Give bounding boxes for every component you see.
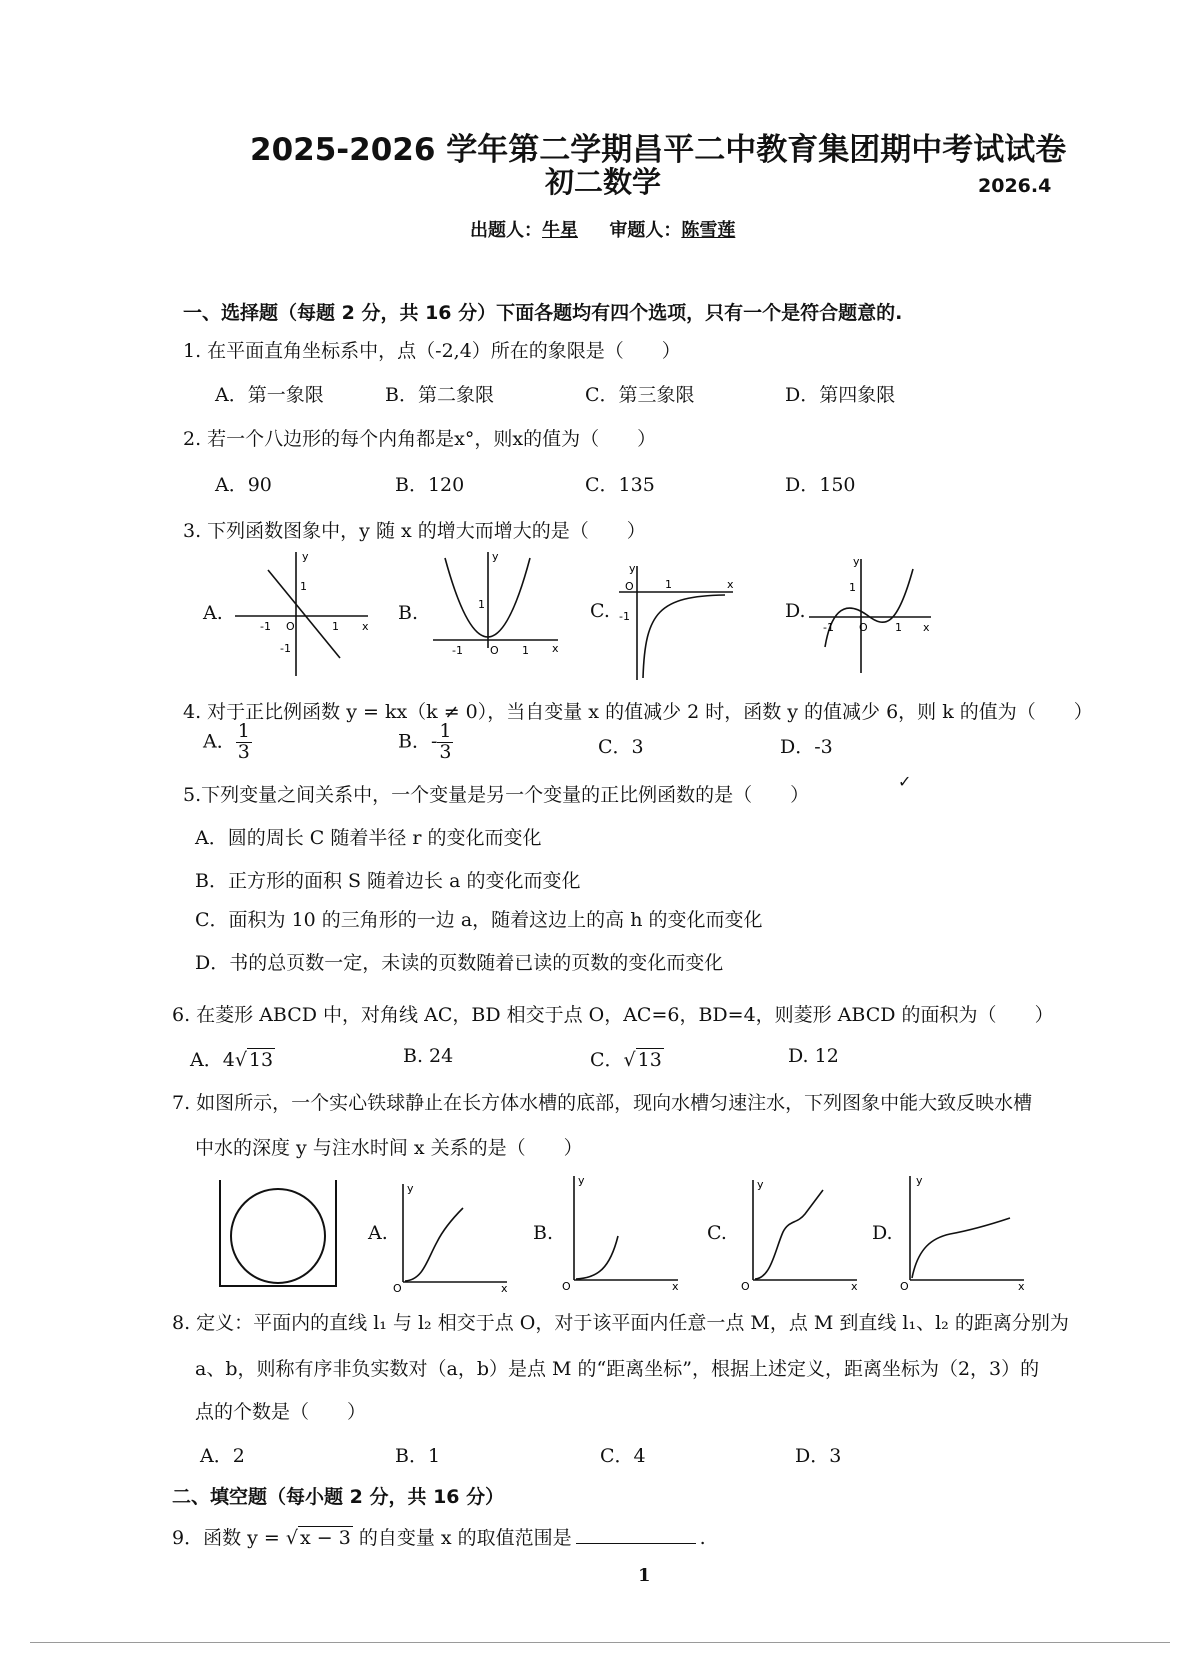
q6-a-label: A．4	[190, 1049, 235, 1071]
q6-option-c: C．√ 13	[590, 1049, 662, 1071]
q3c-tick-yneg1: -1	[619, 610, 630, 623]
q3-graph-d	[805, 555, 935, 675]
q3d-x-label: x	[923, 621, 930, 634]
q7-stem-line2: 中水的深度 y 与注水时间 x 关系的是（ ）	[195, 1137, 583, 1159]
q7-option-c-label: C.	[707, 1222, 727, 1244]
q5-stem: 5.下列变量之间关系中，一个变量是另一个变量的正比例函数的是（ ）	[183, 784, 810, 806]
q3a-tick-x1: 1	[332, 620, 339, 633]
q7-graph-b	[562, 1172, 681, 1293]
q9-answer-blank	[576, 1543, 696, 1544]
q2-option-c: C．135	[585, 474, 655, 496]
q3-option-d-label: D.	[785, 600, 806, 622]
q7b-origin: O	[562, 1280, 571, 1293]
reviewer-label: 审题人：	[609, 220, 682, 241]
q4-a-fraction	[236, 722, 252, 763]
q4-stem: 4. 对于正比例函数 y = kx（k ≠ 0），当自变量 x 的值减少 2 时，函数 y 的值减少 6，则 k 的值为（ ）	[183, 701, 1093, 723]
q9-prefix: 9．函数 y =	[172, 1527, 286, 1549]
q7a-x-label: x	[501, 1282, 508, 1295]
q3d-y-label: y	[853, 555, 860, 568]
authors-line	[470, 216, 735, 242]
stray-mark: ✓	[898, 772, 912, 791]
q4-a-label: A．	[203, 730, 236, 753]
q7-option-b-label: B.	[533, 1222, 554, 1244]
page-number: 1	[638, 1565, 651, 1586]
q3a-tick-yneg1: -1	[280, 642, 291, 655]
q3a-y-label: y	[302, 550, 309, 563]
q1-stem: 1. 在平面直角坐标系中，点（-2,4）所在的象限是（ ）	[183, 340, 681, 362]
q6-stem: 6. 在菱形 ABCD 中，对角线 AC，BD 相交于点 O，AC=6，BD=4，则菱形 ABCD 的面积为（ ）	[172, 1004, 1054, 1026]
q7-option-a-label: A.	[368, 1222, 388, 1244]
q4-a-denominator: 3	[237, 740, 250, 763]
section2-heading: 二、填空题（每小题 2 分，共 16 分）	[172, 1486, 505, 1508]
exam-title: 2025-2026 学年第二学期昌平二中教育集团期中考试试卷	[250, 132, 1067, 168]
q4-b-fraction	[437, 722, 453, 763]
q5-option-d: D．书的总页数一定，未读的页数随着已读的页数的变化而变化	[195, 952, 724, 974]
q5-option-a: A．圆的周长 C 随着半径 r 的变化而变化	[195, 827, 542, 849]
q3-graph-a	[230, 548, 370, 678]
q7-graph-d	[900, 1172, 1027, 1293]
exam-date: 2026.4	[978, 175, 1052, 197]
q3a-x-label: x	[362, 620, 369, 633]
q7a-origin: O	[393, 1282, 402, 1295]
q9-radicand: x − 3	[299, 1527, 351, 1549]
q3d-tick-y1: 1	[849, 581, 856, 594]
q2-option-b: B．120	[395, 474, 465, 496]
q4-a-numerator: 1	[237, 720, 250, 742]
q7-option-d-label: D.	[872, 1222, 893, 1244]
exam-subject: 初二数学	[545, 165, 662, 199]
q1-option-b: B．第二象限	[385, 384, 494, 406]
setter-name: 牛星	[542, 220, 578, 241]
q1-option-a: A．第一象限	[215, 384, 324, 406]
q6-option-a: A．4√ 13	[190, 1049, 274, 1071]
q4-option-a	[203, 722, 252, 763]
q5-option-c: C．面积为 10 的三角形的一边 a，随着这边上的高 h 的变化而变化	[195, 909, 763, 931]
q3c-tick-x1: 1	[665, 578, 672, 591]
q7c-origin: O	[741, 1280, 750, 1293]
q8-option-b: B．1	[395, 1445, 441, 1467]
q4-option-b	[398, 722, 453, 763]
q7d-x-label: x	[1018, 1280, 1025, 1293]
q3-stem: 3. 下列函数图象中，y 随 x 的增大而增大的是（ ）	[183, 520, 646, 542]
q7c-y-label: y	[757, 1178, 764, 1191]
q3c-origin: O	[625, 580, 634, 593]
q6-c-label: C．	[590, 1049, 624, 1071]
q7-stem-line1: 7. 如图所示，一个实心铁球静止在长方体水槽的底部，现向水槽匀速注水，下列图象中能大致反映水槽	[172, 1092, 1033, 1114]
q4-option-d: D．-3	[780, 736, 833, 758]
q7-tank-figure	[218, 1178, 338, 1290]
q8-option-c: C．4	[600, 1445, 646, 1467]
q3b-tick-xneg1: -1	[452, 644, 463, 657]
q8-option-a: A．2	[200, 1445, 245, 1467]
q7d-y-label: y	[916, 1174, 923, 1187]
q1-option-c: C．第三象限	[585, 384, 695, 406]
q4-b-denominator: 3	[439, 740, 452, 763]
q4-b-numerator: 1	[439, 720, 452, 742]
q9-end: .	[699, 1527, 706, 1549]
q3-option-c-label: C.	[590, 600, 610, 622]
q5-option-b: B．正方形的面积 S 随着边长 a 的变化而变化	[195, 870, 581, 892]
q3c-y-label: y	[629, 562, 636, 575]
q3b-x-label: x	[552, 642, 559, 655]
q8-line3: 点的个数是（ ）	[195, 1401, 367, 1423]
q3-graph-b	[430, 548, 560, 658]
q2-option-a: A．90	[215, 474, 272, 496]
q3b-y-label: y	[492, 550, 499, 563]
q7a-y-label: y	[407, 1182, 414, 1195]
reviewer-name: 陈雪莲	[681, 220, 736, 241]
q6-option-d: D. 12	[788, 1045, 839, 1067]
q3a-tick-y1: 1	[300, 580, 307, 593]
q2-option-d: D．150	[785, 474, 856, 496]
q8-line2: a、b，则称有序非负实数对（a，b）是点 M 的“距离坐标”，根据上述定义，距离坐标为（2，3）的	[195, 1358, 1040, 1380]
section1-heading: 一、选择题（每题 2 分，共 16 分）下面各题均有四个选项，只有一个是符合题意的.	[183, 302, 903, 324]
q7d-origin: O	[900, 1280, 909, 1293]
q3a-tick-xneg1: -1	[260, 620, 271, 633]
q3b-tick-y1: 1	[478, 598, 485, 611]
q4-b-label: B．-	[398, 730, 438, 753]
q7c-x-label: x	[851, 1280, 858, 1293]
q9-suffix: 的自变量 x 的取值范围是	[352, 1527, 572, 1549]
q3-option-b-label: B.	[398, 602, 419, 624]
q3d-tick-xneg1: -1	[823, 621, 834, 634]
q8-option-d: D．3	[795, 1445, 842, 1467]
q6-a-radicand: 13	[248, 1049, 274, 1071]
q3c-x-label: x	[727, 578, 734, 591]
scan-edge-line	[30, 1642, 1170, 1643]
q7b-x-label: x	[672, 1280, 679, 1293]
q3b-origin: O	[490, 644, 499, 657]
q7-graph-a	[393, 1180, 510, 1295]
q7-graph-c	[741, 1176, 860, 1293]
q6-c-radicand: 13	[637, 1049, 662, 1071]
q2-stem: 2. 若一个八边形的每个内角都是x°，则x的值为（ ）	[183, 428, 657, 450]
q3a-origin: O	[286, 620, 295, 633]
q4-option-c: C．3	[598, 736, 644, 758]
q8-line1: 8. 定义：平面内的直线 l₁ 与 l₂ 相交于点 O，对于该平面内任意一点 M，点 M 到直线 l₁、l₂ 的距离分别为	[172, 1312, 1069, 1334]
q1-option-d: D．第四象限	[785, 384, 896, 406]
q3-option-a-label: A.	[203, 602, 223, 624]
q3b-tick-x1: 1	[522, 644, 529, 657]
q3-graph-c	[615, 562, 735, 682]
q3d-origin: O	[859, 621, 868, 634]
q3d-tick-x1: 1	[895, 621, 902, 634]
setter-label: 出题人：	[470, 220, 542, 241]
q7b-y-label: y	[578, 1174, 585, 1187]
q6-option-b: B. 24	[403, 1045, 454, 1067]
q9-stem: 9．函数 y = √ x − 3 的自变量 x 的取值范围是 .	[172, 1527, 706, 1549]
